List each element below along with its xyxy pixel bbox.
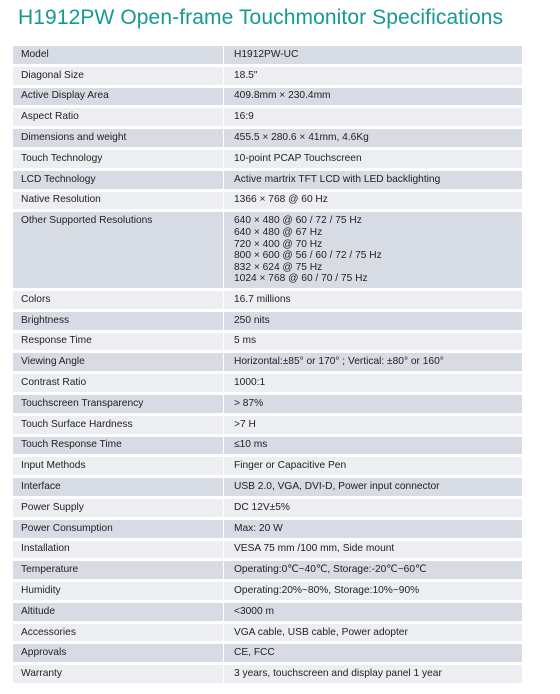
spec-label: Altitude bbox=[13, 603, 223, 621]
specifications-table-body bbox=[13, 46, 522, 683]
spec-value: 1366 × 768 @ 60 Hz bbox=[224, 192, 522, 210]
spec-value: CE, FCC bbox=[224, 644, 522, 662]
spec-label: Accessories bbox=[13, 624, 223, 642]
spec-row-native-resolution bbox=[13, 192, 522, 210]
spec-label: Humidity bbox=[13, 582, 223, 600]
spec-label: Installation bbox=[13, 541, 223, 559]
page-title: H1912PW Open-frame Touchmonitor Specifications bbox=[18, 6, 504, 29]
spec-row-touch-technology bbox=[13, 150, 522, 168]
spec-label: Power Consumption bbox=[13, 520, 223, 538]
spec-row-active-display-area bbox=[13, 88, 522, 106]
spec-label: Touch Surface Hardness bbox=[13, 416, 223, 434]
spec-label: Input Methods bbox=[13, 457, 223, 475]
spec-value: Operating:20%~80%, Storage:10%~90% bbox=[224, 582, 522, 600]
spec-label: Power Supply bbox=[13, 499, 223, 517]
spec-value: > 87% bbox=[224, 395, 522, 413]
spec-value: Finger or Capacitive Pen bbox=[224, 457, 522, 475]
spec-label: Native Resolution bbox=[13, 192, 223, 210]
spec-label: Warranty bbox=[13, 665, 223, 683]
spec-label: Contrast Ratio bbox=[13, 374, 223, 392]
spec-row-lcd-technology bbox=[13, 171, 522, 189]
spec-value: Horizontal:±85° or 170° ; Vertical: ±80° or 160° bbox=[224, 353, 522, 371]
spec-label: Other Supported Resolutions bbox=[13, 212, 223, 288]
spec-value: H1912PW-UC bbox=[224, 46, 522, 64]
spec-row-viewing-angle bbox=[13, 353, 522, 371]
spec-row-other-resolutions bbox=[13, 212, 522, 288]
spec-value: <3000 m bbox=[224, 603, 522, 621]
spec-row-altitude bbox=[13, 603, 522, 621]
spec-label: Interface bbox=[13, 478, 223, 496]
spec-value: 455.5 × 280.6 × 41mm, 4.6Kg bbox=[224, 129, 522, 147]
spec-row-power-consumption bbox=[13, 520, 522, 538]
spec-row-power-supply bbox=[13, 499, 522, 517]
spec-value: Max: 20 W bbox=[224, 520, 522, 538]
spec-value: DC 12V±5% bbox=[224, 499, 522, 517]
spec-value: VGA cable, USB cable, Power adopter bbox=[224, 624, 522, 642]
spec-label: Viewing Angle bbox=[13, 353, 223, 371]
spec-label: LCD Technology bbox=[13, 171, 223, 189]
spec-value: 3 years, touchscreen and display panel 1 year bbox=[224, 665, 522, 683]
spec-row-warranty bbox=[13, 665, 522, 683]
spec-value: ≤10 ms bbox=[224, 437, 522, 455]
spec-row-approvals bbox=[13, 644, 522, 662]
spec-value: 16:9 bbox=[224, 108, 522, 126]
resolution-line: 720 × 400 @ 70 Hz bbox=[234, 238, 323, 250]
spec-row-accessories bbox=[13, 624, 522, 642]
spec-row-touch-response-time bbox=[13, 437, 522, 455]
spec-row-touch-surface-hardness bbox=[13, 416, 522, 434]
spec-label: Model bbox=[13, 46, 223, 64]
spec-label: Touch Technology bbox=[13, 150, 223, 168]
resolution-line: 1024 × 768 @ 60 / 70 / 75 Hz bbox=[234, 273, 368, 285]
spec-row-installation bbox=[13, 541, 522, 559]
spec-row-response-time bbox=[13, 333, 522, 351]
spec-value: USB 2.0, VGA, DVI-D, Power input connector bbox=[224, 478, 522, 496]
spec-row-dimensions-weight bbox=[13, 129, 522, 147]
spec-row-colors bbox=[13, 291, 522, 309]
spec-row-aspect-ratio bbox=[13, 108, 522, 126]
spec-value: VESA 75 mm /100 mm, Side mount bbox=[224, 541, 522, 559]
spec-value-list bbox=[224, 212, 522, 288]
spec-value: 18.5" bbox=[224, 67, 522, 85]
spec-row-contrast-ratio bbox=[13, 374, 522, 392]
spec-label: Response Time bbox=[13, 333, 223, 351]
spec-row-temperature bbox=[13, 561, 522, 579]
resolution-line: 640 × 480 @ 67 Hz bbox=[234, 226, 323, 238]
spec-value: 1000:1 bbox=[224, 374, 522, 392]
specifications-table bbox=[12, 43, 523, 686]
spec-value: Operating:0℃~40℃, Storage:-20℃~60℃ bbox=[224, 561, 522, 579]
spec-label: Approvals bbox=[13, 644, 223, 662]
spec-label: Brightness bbox=[13, 312, 223, 330]
resolution-line: 640 × 480 @ 60 / 72 / 75 Hz bbox=[234, 215, 362, 227]
spec-value: 10-point PCAP Touchscreen bbox=[224, 150, 522, 168]
spec-label: Active Display Area bbox=[13, 88, 223, 106]
spec-row-brightness bbox=[13, 312, 522, 330]
spec-row-touchscreen-transparency bbox=[13, 395, 522, 413]
resolution-line: 800 × 600 @ 56 / 60 / 72 / 75 Hz bbox=[234, 250, 382, 262]
spec-row-model bbox=[13, 46, 522, 64]
spec-label: Diagonal Size bbox=[13, 67, 223, 85]
spec-row-interface bbox=[13, 478, 522, 496]
spec-value: Active martrix TFT LCD with LED backlighting bbox=[224, 171, 522, 189]
spec-label: Temperature bbox=[13, 561, 223, 579]
spec-row-diagonal-size bbox=[13, 67, 522, 85]
spec-value: 5 ms bbox=[224, 333, 522, 351]
spec-label: Touchscreen Transparency bbox=[13, 395, 223, 413]
spec-label: Dimensions and weight bbox=[13, 129, 223, 147]
spec-value: 409.8mm × 230.4mm bbox=[224, 88, 522, 106]
spec-label: Colors bbox=[13, 291, 223, 309]
spec-value: 250 nits bbox=[224, 312, 522, 330]
resolution-line: 832 × 624 @ 75 Hz bbox=[234, 261, 323, 273]
spec-label: Touch Response Time bbox=[13, 437, 223, 455]
spec-label: Aspect Ratio bbox=[13, 108, 223, 126]
spec-value: 16.7 millions bbox=[224, 291, 522, 309]
spec-value: >7 H bbox=[224, 416, 522, 434]
spec-row-input-methods bbox=[13, 457, 522, 475]
spec-row-humidity bbox=[13, 582, 522, 600]
